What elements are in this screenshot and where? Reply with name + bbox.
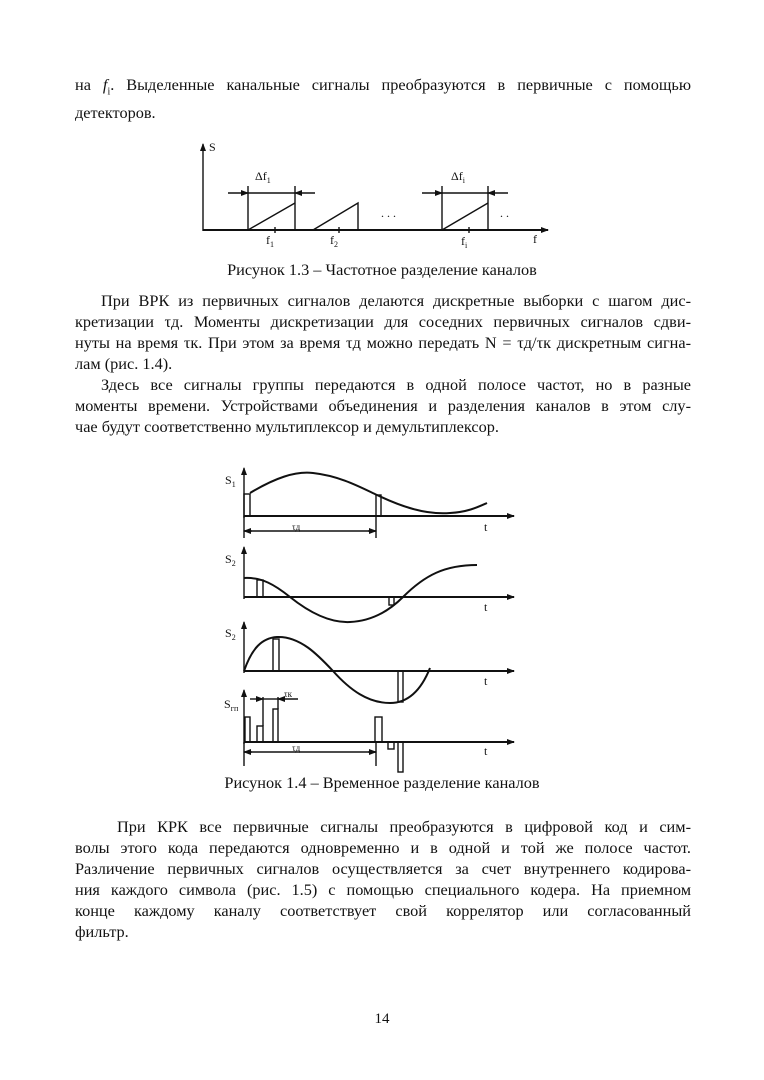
text-line: моменты времени. Устройствами объединения и разделения каналов в этом слу- [75, 396, 691, 415]
figure-1-3-caption: Рисунок 1.3 – Частотное разделение каналов [227, 260, 537, 279]
paragraph-4 [75, 816, 691, 942]
figure-1-4-caption: Рисунок 1.4 – Временное разделение каналов [224, 773, 540, 792]
t-axis-label: t [484, 520, 488, 534]
f1-label: $f_1$ [266, 233, 274, 249]
panel-s2 [244, 547, 514, 622]
t-axis-label: t [484, 600, 488, 614]
text-line: нуты на время τк. При этом за время τд можно передать N = τд/τк дискретным сигна- [75, 333, 691, 352]
tau-d-label: τд [292, 522, 301, 532]
text-line: Здесь все сигналы группы передаются в одной полосе частот, но в разные [101, 375, 691, 394]
channel-1-spectrum [228, 186, 315, 233]
x-axis-label: f [533, 232, 537, 246]
text-line: детекторов. [75, 103, 156, 123]
panel-s1 [244, 468, 514, 538]
figure-1-3-frequency-division [203, 144, 548, 233]
f2-label: $f_2$ [330, 233, 338, 249]
text-line: лам (рис. 1.4). [75, 354, 173, 373]
subscript: i [107, 86, 111, 98]
text-line: При ВРК из первичных сигналов делаются дискретные выборки с шагом дис- [101, 291, 691, 310]
text-line: При КРК все первичные сигналы преобразуются в цифровой код и сим- [117, 817, 691, 836]
text-line: кретизации τд. Моменты дискретизации для соседних первичных сигналов сдви- [75, 312, 691, 331]
s1-label: $S_1$ [225, 473, 236, 489]
text-line: фильтр. [75, 922, 129, 941]
channel-i-spectrum [422, 186, 508, 233]
text-line: чае будут соответственно мультиплексор и демультиплексор. [75, 417, 499, 436]
s2-label: $S_2$ [225, 552, 236, 568]
s3-label: $S_2$ [225, 626, 236, 642]
text: . Выделенные канальные сигналы преобразуются в первичные с помощью [110, 75, 692, 94]
channel-2-spectrum [313, 203, 358, 233]
variable-f: f [102, 75, 108, 94]
text-line: волы этого кода передаются одновременно и в одной и той же полосе частот. [75, 838, 691, 857]
sgp-label: $S_{гп}$ [224, 697, 239, 713]
tau-d-label: τд [292, 743, 301, 753]
paragraph-2 [75, 290, 691, 374]
text: на [75, 75, 103, 94]
ellipsis: . . [500, 206, 509, 220]
y-axis-label: S [209, 140, 216, 154]
t-axis-label: t [484, 674, 488, 688]
ellipsis: . . . [381, 206, 396, 220]
figure-1-4-time-division [244, 468, 514, 772]
text-line: ния каждого символа (рис. 1.5) с помощью специального кодера. На приемном [75, 880, 691, 899]
text-line: конце каждому каналу соответствует свой коррелятор или согласованный [75, 901, 691, 920]
fi-label: $f_i$ [461, 234, 468, 250]
page-number: 14 [374, 1011, 390, 1027]
t-axis-label: t [484, 744, 488, 758]
delta-f1-label: $\Delta f_1$ [255, 169, 271, 185]
delta-fi-label: $\Delta f_i$ [451, 169, 465, 185]
paragraph-3 [75, 374, 691, 437]
text-line: Различение первичных сигналов осуществляется за счет внутреннего кодирова- [75, 859, 691, 878]
tau-k-label: τк [284, 689, 292, 699]
